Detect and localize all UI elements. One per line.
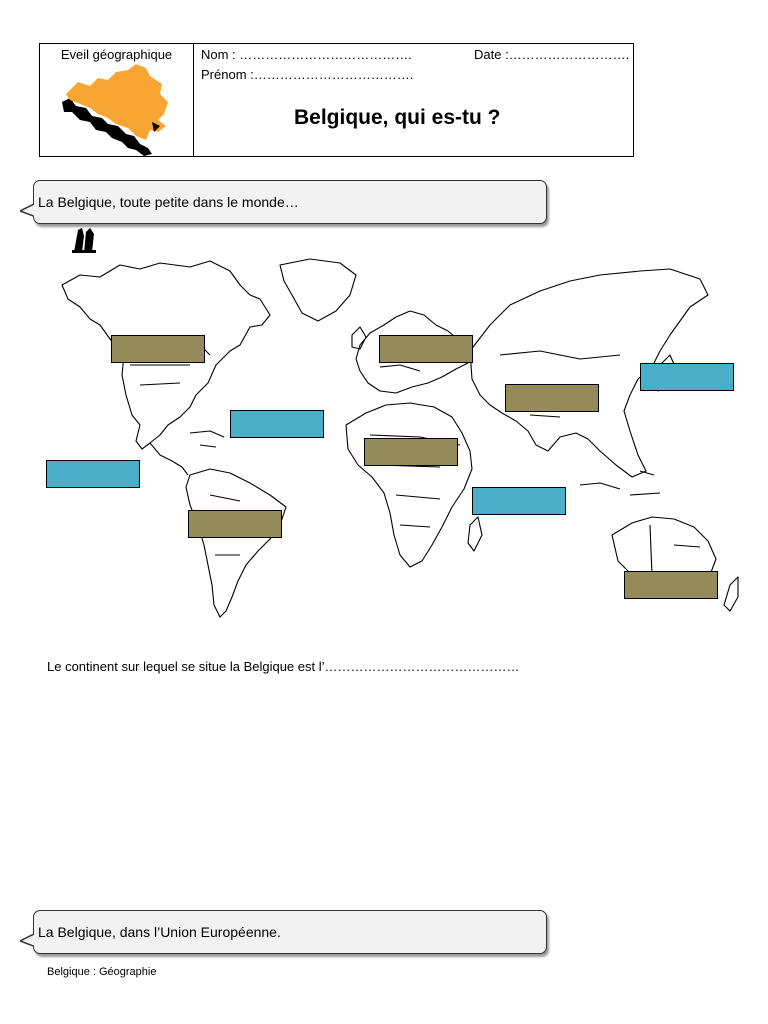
answer-box-indian-ocean[interactable] bbox=[472, 487, 566, 515]
answer-box-asia[interactable] bbox=[505, 384, 599, 412]
header-logo-cell bbox=[40, 44, 194, 156]
section-heading-world-text: La Belgique, toute petite dans le monde… bbox=[38, 194, 299, 210]
nom-field[interactable]: Nom : …………………………………. bbox=[201, 47, 412, 62]
answer-box-africa[interactable] bbox=[364, 438, 458, 466]
section-heading-eu bbox=[33, 910, 547, 954]
answer-box-pacific-ocean-east[interactable] bbox=[640, 363, 734, 391]
header-box bbox=[39, 43, 634, 157]
belgium-map-icon bbox=[56, 62, 176, 157]
subject-label: Eveil géographique bbox=[60, 47, 173, 62]
section-heading-world bbox=[33, 180, 547, 224]
answer-box-north-america[interactable] bbox=[111, 335, 205, 363]
prenom-field[interactable]: Prénom :………………………………. bbox=[201, 67, 414, 82]
section-heading-eu-text: La Belgique, dans l’Union Européenne. bbox=[38, 924, 281, 940]
bubble-tail-icon bbox=[20, 203, 36, 217]
page-title: Belgique, qui es-tu ? bbox=[294, 106, 501, 129]
answer-box-atlantic-ocean[interactable] bbox=[230, 410, 324, 438]
answer-box-europe[interactable] bbox=[379, 335, 473, 363]
page-footer: Belgique : Géographie bbox=[47, 966, 157, 978]
answer-box-south-america[interactable] bbox=[188, 510, 282, 538]
figurines-icon bbox=[72, 226, 96, 254]
date-field[interactable]: Date :………………………. bbox=[474, 47, 630, 62]
answer-box-oceania[interactable] bbox=[624, 571, 718, 599]
continent-question[interactable]: Le continent sur lequel se situe la Belgique est l’……………………………………… bbox=[47, 659, 520, 674]
answer-box-pacific-ocean-west[interactable] bbox=[46, 460, 140, 488]
bubble-tail-icon bbox=[20, 933, 36, 947]
